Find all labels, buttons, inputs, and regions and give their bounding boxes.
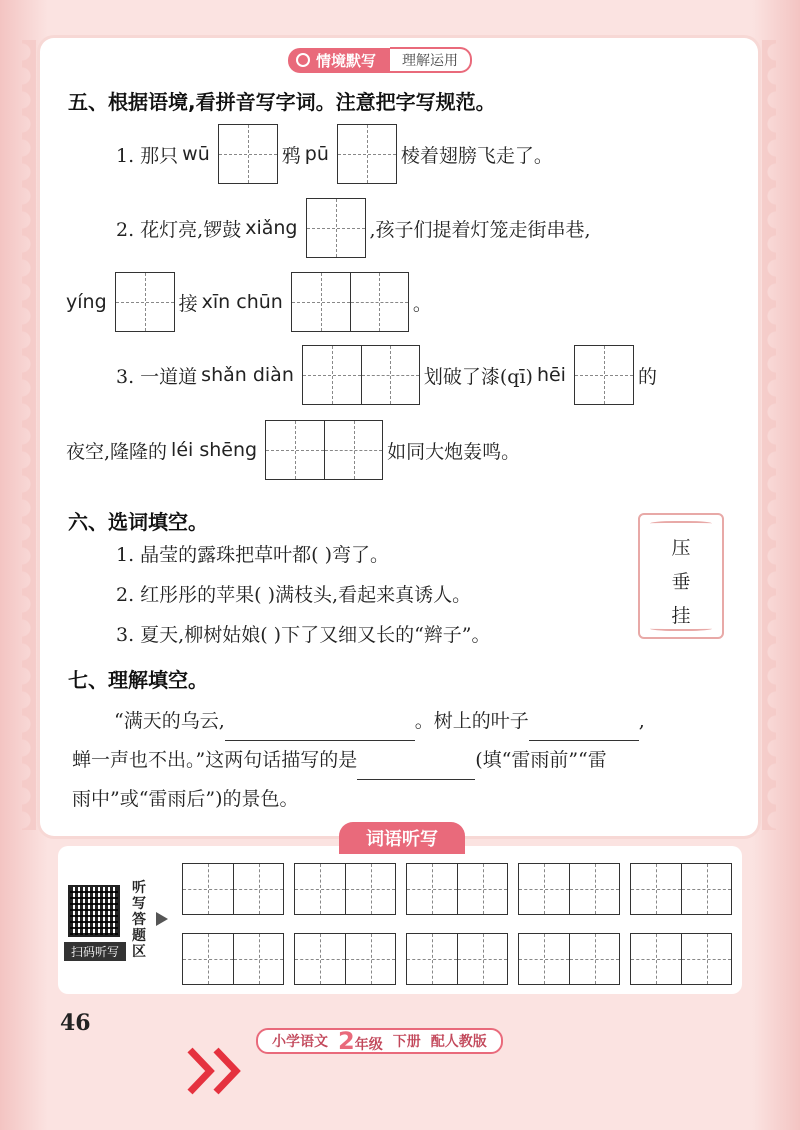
answer-blank[interactable]: [225, 720, 415, 741]
q5-3-line1: [116, 345, 657, 405]
chevron-decoration-icon: [186, 1046, 256, 1096]
q5-3-pinyin-1: shǎn diàn: [201, 364, 294, 386]
s7-text: (填“雷雨前”“雷: [475, 749, 607, 771]
decorative-border-left: [22, 40, 36, 830]
q5-3-text-d: 夜空,隆隆的: [66, 440, 168, 463]
dictation-side-label: 听写答题区: [132, 880, 146, 960]
footer-grade: 年级: [354, 1037, 383, 1053]
dictation-grid[interactable]: [294, 933, 396, 985]
q5-3-pinyin-2: hēi: [536, 364, 566, 386]
q5-2-text-c: 接: [178, 292, 198, 315]
q5-1-line: [116, 124, 553, 184]
q5-1-pinyin-2: pū: [304, 143, 329, 165]
s7-text: “满天的乌云,: [114, 710, 225, 732]
section5-title: 五、根据语境,看拼音写字词。注意把字写规范。: [68, 90, 496, 114]
footer-edition: 配人教版: [430, 1034, 487, 1050]
page-number: 46: [60, 1010, 91, 1036]
dictation-grid[interactable]: [518, 933, 620, 985]
footer-grade-number: 2: [338, 1027, 355, 1055]
section-header-tab: [288, 48, 472, 72]
q5-2-pinyin-2: yíng: [66, 291, 107, 313]
answer-grid[interactable]: [265, 420, 383, 480]
footer-subject: 小学语文: [272, 1034, 328, 1050]
dictation-grid[interactable]: [518, 863, 620, 915]
q5-3-text-b: 划破了漆(qī): [423, 365, 533, 388]
section7-paragraph-2: [72, 741, 732, 780]
footer-band: [256, 1028, 503, 1054]
dictation-grid[interactable]: [294, 863, 396, 915]
q5-1-text-b: 鸦: [281, 144, 301, 167]
s7-text: ,: [638, 710, 645, 732]
q5-2-line2: [66, 272, 432, 332]
choice-word: 压: [671, 537, 691, 559]
answer-grid[interactable]: [218, 124, 278, 184]
qr-code-icon[interactable]: [68, 885, 120, 937]
answer-grid[interactable]: [337, 124, 397, 184]
section7-title: 七、理解填空。: [68, 668, 208, 692]
word-choice-box: [638, 513, 724, 639]
header-tab-sub: 理解运用: [390, 47, 472, 73]
q5-3-line2: [66, 420, 520, 480]
arrow-right-icon: [156, 912, 168, 926]
section6-title: 六、选词填空。: [68, 510, 208, 534]
q5-2-text-b: ,孩子们提着灯笼走街串巷,: [369, 218, 591, 241]
dictation-tab: 词语听写: [339, 822, 465, 854]
footer-term: 下册: [392, 1034, 421, 1050]
answer-grid[interactable]: [115, 272, 175, 332]
dictation-grid[interactable]: [630, 933, 732, 985]
q5-2-text-d: 。: [412, 292, 432, 315]
q6-item: 2. 红彤彤的苹果( )满枝头,看起来真诱人。: [116, 584, 472, 606]
qr-label: 扫码听写: [64, 942, 126, 961]
dictation-grid[interactable]: [630, 863, 732, 915]
q6-item: 1. 晶莹的露珠把草叶都( )弯了。: [116, 544, 390, 566]
dictation-grid[interactable]: [406, 933, 508, 985]
answer-grid[interactable]: [574, 345, 634, 405]
dictation-grid[interactable]: [182, 863, 284, 915]
dictation-grid[interactable]: [406, 863, 508, 915]
choice-word: 挂: [671, 605, 691, 627]
header-tab-label: 情境默写: [316, 51, 377, 70]
q5-2-pinyin-3: xīn chūn: [201, 291, 283, 313]
answer-grid[interactable]: [291, 272, 409, 332]
answer-blank[interactable]: [529, 720, 639, 741]
q5-3-text-c: 的: [637, 365, 657, 388]
q5-1-text-a: 1. 那只: [116, 144, 179, 167]
q5-2-pinyin-1: xiǎng: [245, 217, 298, 239]
section7-paragraph: [72, 702, 732, 741]
q5-2-line1: [116, 198, 591, 258]
s7-text: 蝉一声也不出。”这两句话描写的是: [72, 749, 358, 771]
section7-paragraph-3: [72, 780, 732, 819]
s7-text: 雨中”或“雷雨后”)的景色。: [72, 788, 299, 810]
clock-icon: [296, 53, 310, 67]
answer-grid[interactable]: [302, 345, 420, 405]
q5-3-text-e: 如同大炮轰鸣。: [387, 440, 521, 463]
q5-2-text-a: 2. 花灯亮,锣鼓: [116, 218, 242, 241]
choice-word: 垂: [671, 571, 691, 593]
answer-grid[interactable]: [306, 198, 366, 258]
s7-text: 。树上的叶子: [414, 710, 529, 732]
q5-1-pinyin-1: wū: [182, 143, 210, 165]
decorative-border-right: [762, 40, 776, 830]
dictation-grid[interactable]: [182, 933, 284, 985]
answer-blank[interactable]: [357, 759, 475, 780]
q5-1-text-c: 棱着翅膀飞走了。: [400, 144, 553, 167]
q5-3-pinyin-3: léi shēng: [171, 439, 258, 461]
header-pill: [288, 48, 390, 73]
q6-item: 3. 夏天,柳树姑娘( )下了又细又长的“辫子”。: [116, 624, 491, 646]
q5-3-text-a: 3. 一道道: [116, 365, 198, 388]
